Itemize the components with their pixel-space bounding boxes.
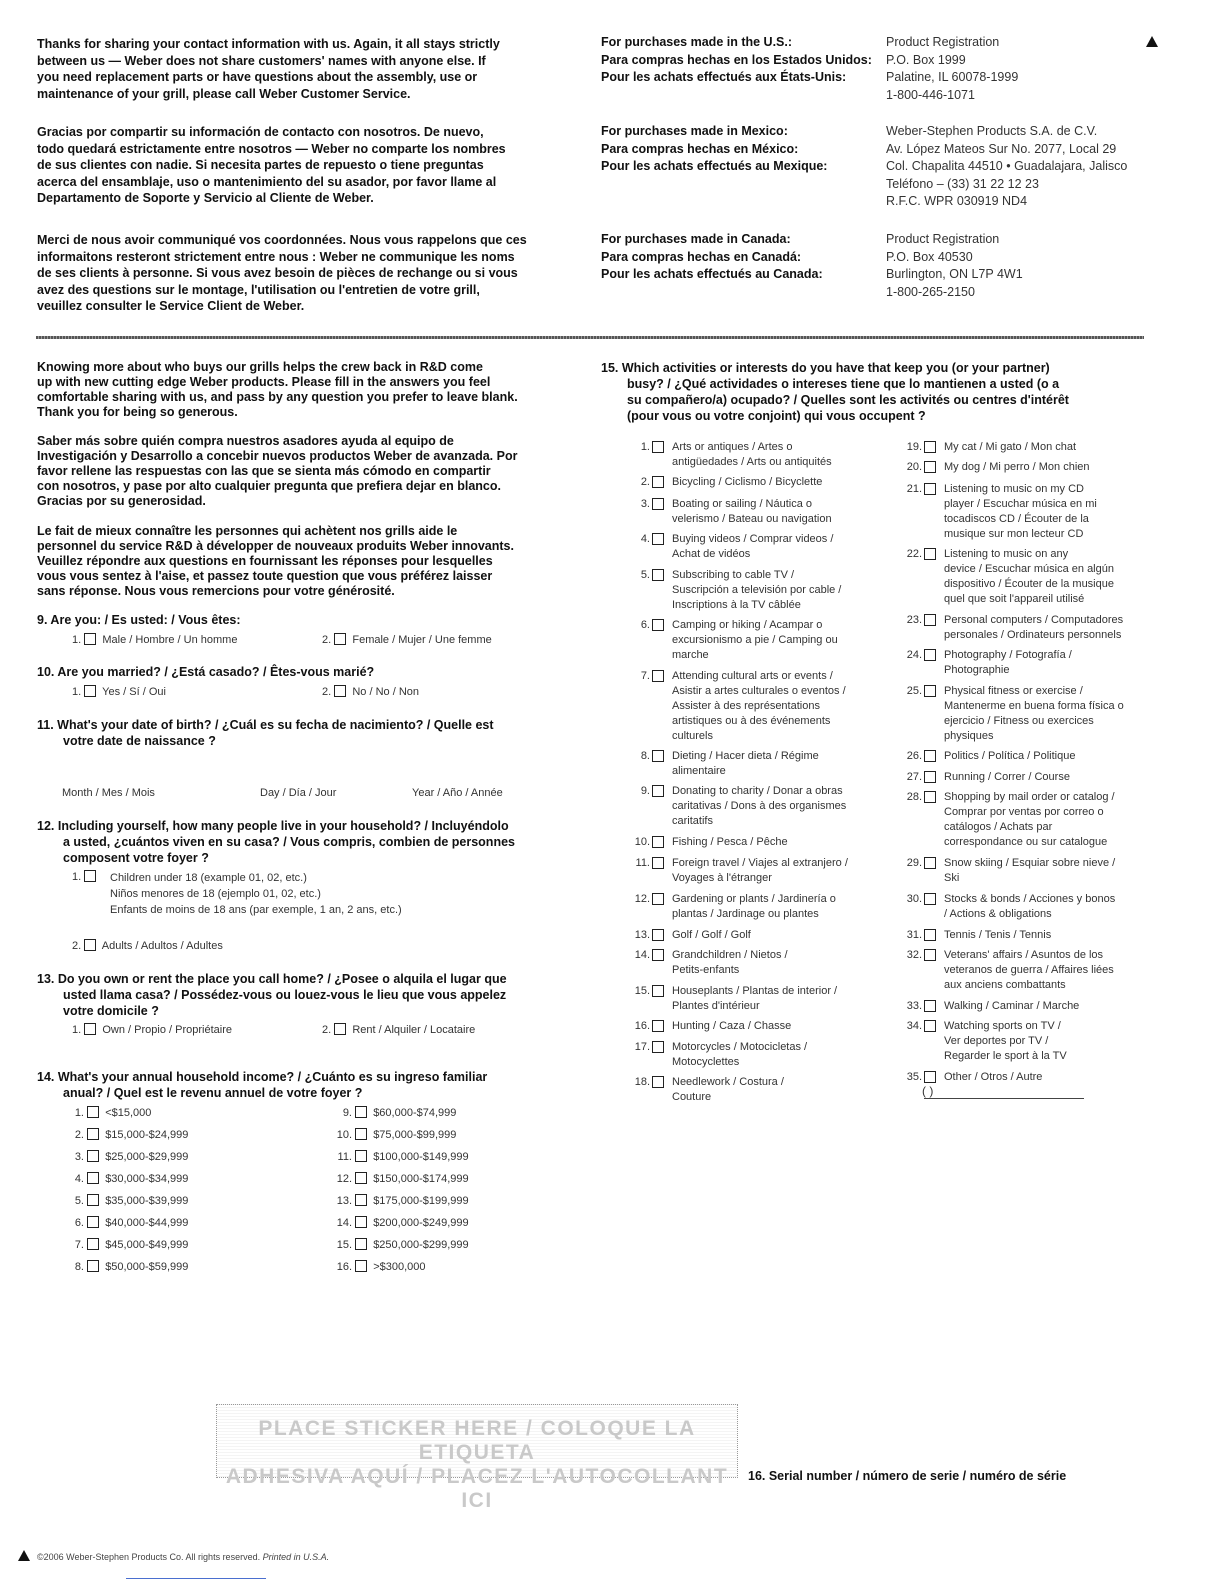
text-line: Para compras hechas en Canadá: — [601, 249, 802, 264]
checkbox[interactable] — [334, 1023, 346, 1035]
text-line: avez des questions sur le montage, l'utilisation ou l'entretien de votre grill, — [37, 282, 480, 297]
q14-label — [37, 1069, 487, 1101]
text-line: 12. Including yourself, how many people live in your household? / Incluyéndolo — [37, 819, 509, 833]
income-range: >$300,000 — [373, 1261, 426, 1273]
activity-label: Attending cultural arts or events / Asistir a artes culturales o eventos / Assister à des représentations artistiques ou à des événements culturels — [672, 670, 846, 742]
income-range: $40,000-$44,999 — [105, 1217, 189, 1229]
activity-label: Subscribing to cable TV / Suscripción a televisión por cable / Inscriptions à la TV câblée — [672, 569, 842, 611]
q10-label: 10. Are you married? / ¿Está casado? / Êtes-vous marié? — [37, 665, 375, 679]
checkbox[interactable] — [355, 1260, 367, 1272]
text-line: Children under 18 (example 01, 02, etc.) — [110, 872, 307, 884]
income-range: $100,000-$149,999 — [373, 1151, 469, 1163]
income-range: $45,000-$49,999 — [105, 1239, 189, 1251]
activity-label: Walking / Caminar / Marche — [944, 1000, 1080, 1012]
copyright: ©2006 Weber-Stephen Products Co. All rights reserved. Printed in U.S.A. — [37, 1552, 330, 1562]
text-line: Gracias por su generosidad. — [37, 494, 206, 508]
activity-label: Buying videos / Comprar videos / Achat de vidéos — [672, 533, 834, 560]
text-line: Burlington, ON L7P 4W1 — [886, 267, 1023, 281]
text-line: maintenance of your grill, please call Weber Customer Service. — [37, 86, 411, 101]
income-range: $60,000-$74,999 — [373, 1107, 457, 1119]
intro-french — [37, 232, 577, 315]
checkbox[interactable] — [924, 893, 936, 905]
checkbox[interactable] — [334, 633, 346, 645]
income-option[interactable]: 14. $200,000-$249,999 — [336, 1217, 469, 1229]
text-line: Niños menores de 18 (ejemplo 01, 02, etc.) — [110, 888, 321, 900]
income-range: $200,000-$249,999 — [373, 1217, 469, 1229]
text-line: Thank you for being so generous. — [37, 405, 238, 419]
text-line: P.O. Box 1999 — [886, 52, 966, 67]
footer-link-line — [126, 1578, 266, 1579]
checkbox[interactable] — [652, 949, 664, 961]
mx-address — [886, 123, 1127, 211]
activity-label: Grandchildren / Nietos / Petits-enfants — [672, 949, 788, 976]
activity-label: Motorcycles / Motocicletas / Motocyclettes — [672, 1041, 808, 1068]
triangle-up-icon — [18, 1550, 30, 1561]
text-line: Saber más sobre quién compra nuestros asadores ayuda al equipo de — [37, 434, 454, 448]
checkbox[interactable] — [87, 1260, 99, 1272]
text-line: usted llama casa? / Possédez-vous ou louez-vous le lieu que vous appelez — [63, 988, 507, 1002]
text-line: Palatine, IL 60078-1999 — [886, 70, 1019, 84]
text-line: 13. Do you own or rent the place you call home? / ¿Posee o alquila el lugar que — [37, 972, 507, 986]
checkbox[interactable] — [87, 1194, 99, 1206]
checkbox[interactable] — [652, 750, 664, 762]
checkbox[interactable] — [652, 441, 664, 453]
checkbox[interactable] — [924, 483, 936, 495]
text-line: Enfants de moins de 18 ans (par exemple, 1 an, 2 ans, etc.) — [110, 904, 402, 916]
income-option[interactable]: 3. $25,000-$29,999 — [74, 1151, 189, 1163]
text-line: 1-800-446-1071 — [886, 87, 975, 102]
us-labels — [601, 34, 872, 87]
activity-label: Gardening or plants / Jardinería o plantas / Jardinage ou plantes — [672, 893, 836, 920]
checkbox[interactable] — [652, 785, 664, 797]
income-range: $30,000-$34,999 — [105, 1173, 189, 1185]
income-range: $75,000-$99,999 — [373, 1129, 457, 1141]
ca-address — [886, 231, 1023, 301]
text-line: Av. López Mateos Sur No. 2077, Local 29 — [886, 141, 1117, 156]
income-option[interactable]: 5. $35,000-$39,999 — [74, 1195, 189, 1207]
income-option[interactable]: 7. $45,000-$49,999 — [74, 1239, 189, 1251]
text-line: todo quedará estrictamente entre nosotros — Weber no comparte los nombres — [37, 141, 506, 156]
activity-label: Shopping by mail order or catalog / Comprar por ventas por correo o catálogos / Achats par correspondance ou sur catalogue — [944, 791, 1115, 848]
checkbox[interactable] — [924, 929, 936, 941]
checkbox[interactable] — [84, 939, 96, 951]
activity-label: Running / Correr / Course — [944, 771, 1070, 783]
income-option[interactable]: 11. $100,000-$149,999 — [337, 1151, 469, 1163]
income-option[interactable]: 6. $40,000-$44,999 — [74, 1217, 189, 1229]
us-address — [886, 34, 1018, 104]
checkbox[interactable] — [355, 1194, 367, 1206]
checkbox[interactable] — [652, 1020, 664, 1032]
sticker-line-1: PLACE STICKER HERE / COLOQUE LA ETIQUETA — [258, 1417, 696, 1464]
text-line: comfortable sharing with us, and pass by any question you prefer to leave blank. — [37, 390, 518, 404]
ca-labels — [601, 231, 823, 284]
checkbox[interactable] — [652, 498, 664, 510]
income-option[interactable]: 9. $60,000-$74,999 — [342, 1107, 457, 1119]
text-line: R.F.C. WPR 030919 ND4 — [886, 194, 1028, 208]
text-line: veuillez consulter le Service Client de Weber. — [37, 299, 305, 313]
checkbox[interactable] — [924, 441, 936, 453]
checkbox[interactable] — [87, 1106, 99, 1118]
checkbox[interactable] — [84, 1023, 96, 1035]
activity-label: Arts or antiques / Artes o antigüedades / Arts ou antiquités — [672, 441, 832, 468]
q15-label — [601, 360, 1161, 424]
text-line: personnel du service R&D à développer de nouveaux produits Weber innovants. — [37, 539, 514, 553]
divider — [36, 336, 1144, 339]
income-option[interactable]: 12. $150,000-$174,999 — [336, 1173, 469, 1185]
text-line: you need replacement parts or have questions about the assembly, use or — [37, 70, 478, 84]
activity-label: Photography / Fotografía / Photographie — [944, 649, 1072, 676]
text-line: Merci de nous avoir communiqué vos coordonnées. Nous vous rappelons que ces — [37, 233, 527, 247]
text-line: Departamento de Soporte y Servicio al Cliente de Weber. — [37, 191, 374, 205]
sticker-area — [216, 1404, 738, 1512]
checkbox[interactable] — [355, 1150, 367, 1162]
text-line: favor rellene las respuestas con las que se sienta más cómodo en compartir — [37, 464, 491, 478]
checkbox[interactable] — [355, 1238, 367, 1250]
text-line: votre domicile ? — [63, 1004, 159, 1018]
text-line: Investigación y Desarrollo a concebir nuevos productos Weber de avanzada. Por — [37, 449, 518, 463]
checkbox[interactable] — [355, 1172, 367, 1184]
income-option[interactable]: 1. <$15,000 — [74, 1107, 152, 1119]
checkbox[interactable] — [652, 670, 664, 682]
checkbox[interactable] — [652, 1076, 664, 1088]
other-write-in[interactable] — [924, 1086, 1084, 1099]
dob-month[interactable]: Month / Mes / Mois — [62, 787, 155, 799]
intro-english — [37, 36, 577, 102]
income-option[interactable]: 13. $175,000-$199,999 — [336, 1195, 469, 1207]
activity-label: Camping or hiking / Acampar o excursionismo a pie / Camping ou marche — [672, 619, 838, 661]
text-line: acerca del ensamblaje, uso o mantenimiento del su asador, por favor llame al — [37, 174, 497, 189]
q13-option-own[interactable]: 1. Own / Propio / Propriétaire — [72, 1024, 232, 1036]
text-line: Pour les achats effectués au Canada: — [601, 267, 823, 281]
checkbox[interactable] — [87, 1150, 99, 1162]
activity-label: Dieting / Hacer dieta / Régime alimentaire — [672, 750, 819, 777]
q11-label-2: votre date de naissance ? — [63, 734, 216, 748]
activity-label: Hunting / Caza / Chasse — [672, 1020, 792, 1032]
income-option[interactable]: 4. $30,000-$34,999 — [74, 1173, 189, 1185]
checkbox[interactable] — [924, 1071, 936, 1083]
text-line: busy? / ¿Qué actividades o intereses tiene que lo mantienen a usted (o a — [627, 377, 1060, 391]
activity-label: Veterans' affairs / Asuntos de los veteranos de guerra / Affaires liées aux anciens combattants — [944, 949, 1114, 991]
dob-year[interactable]: Year / Año / Année — [412, 787, 503, 799]
checkbox[interactable] — [652, 533, 664, 545]
q13-option-rent[interactable]: 2. Rent / Alquiler / Locataire — [322, 1024, 476, 1036]
activity-label: Bicycling / Ciclismo / Bicyclette — [672, 476, 823, 488]
activity-label: Houseplants / Plantas de interior / Plantes d'intérieur — [672, 985, 838, 1012]
income-range: $50,000-$59,999 — [105, 1261, 189, 1273]
text-line: For purchases made in the U.S.: — [601, 35, 793, 49]
checkbox[interactable] — [652, 857, 664, 869]
q12-children-text — [110, 870, 402, 918]
activity-label: Physical fitness or exercise / Mantenerme en buena forma física o ejercicio / Fitness ou exercices physiques — [944, 685, 1124, 742]
checkbox[interactable] — [355, 1106, 367, 1118]
checkbox[interactable] — [652, 836, 664, 848]
text-line: su compañero/a) ocupado? / Quelles sont les activités ou centres d'intérêt — [627, 393, 1069, 407]
income-range: $250,000-$299,999 — [373, 1239, 469, 1251]
activity-label: Listening to music on my CD player / Escuchar música en mi tocadiscos CD / Écouter de la musique sur mon lecteur CD — [944, 483, 1097, 540]
text-line: con nosotros, y pase por alto cualquier pregunta que prefiera dejar en blanco. — [37, 479, 501, 493]
text-line: 14. What's your annual household income? / ¿Cuánto es su ingreso familiar — [37, 1070, 488, 1084]
text-line: de ses clients à personne. Si vous avez besoin de pièces de rechange ou si vous — [37, 266, 518, 280]
other-parentheses: ( ) — [922, 1084, 934, 1098]
checkbox[interactable] — [924, 1000, 936, 1012]
text-line: vous vous sentez à l'aise, et passez toute question que vous préférez laisser — [37, 569, 493, 583]
activity-label: Donating to charity / Donar a obras caritativas / Dons à des organismes caritatifs — [672, 785, 847, 827]
text-line: Teléfono – (33) 31 22 12 23 — [886, 176, 1039, 191]
income-option[interactable]: 10. $75,000-$99,999 — [336, 1129, 457, 1141]
survey-intro-english — [37, 360, 587, 420]
activity-label: Politics / Política / Politique — [944, 750, 1076, 762]
activity-label: Personal computers / Computadores personales / Ordinateurs personnels — [944, 614, 1124, 641]
text-line: Product Registration — [886, 232, 1000, 246]
text-line: anual? / Quel est le revenu annuel de votre foyer ? — [63, 1086, 363, 1100]
income-option[interactable]: 15. $250,000-$299,999 — [336, 1239, 469, 1251]
checkbox[interactable] — [652, 929, 664, 941]
text-line: For purchases made in Canada: — [601, 232, 791, 246]
q12-option-adults[interactable]: 2. Adults / Adultos / Adultes — [72, 940, 223, 952]
checkbox[interactable] — [652, 569, 664, 581]
q9-label: 9. Are you: / Es usted: / Vous êtes: — [37, 613, 241, 627]
q10-option-yes[interactable]: 1. Yes / Sí / Oui — [72, 686, 166, 698]
checkbox[interactable] — [924, 614, 936, 626]
text-line: composent votre foyer ? — [63, 851, 209, 865]
q10-option-no[interactable]: 2. No / No / Non — [322, 686, 419, 698]
checkbox[interactable] — [84, 633, 96, 645]
survey-intro-french — [37, 524, 587, 599]
activity-label: Watching sports on TV / Ver deportes por TV / Regarder le sport à la TV — [944, 1020, 1067, 1062]
income-option[interactable]: 2. $15,000-$24,999 — [74, 1129, 189, 1141]
checkbox[interactable] — [334, 685, 346, 697]
q16-serial-number: 16. Serial number / número de serie / numéro de série — [748, 1469, 1067, 1483]
q12-option-children[interactable]: 1. — [72, 870, 96, 884]
q9-option-male[interactable]: 1. Male / Hombre / Un homme — [72, 634, 238, 646]
checkbox[interactable] — [87, 1216, 99, 1228]
text-line: between us — Weber does not share customers' names with anyone else. If — [37, 53, 486, 68]
activity-label: Tennis / Tenis / Tennis — [944, 929, 1052, 941]
checkbox[interactable] — [652, 893, 664, 905]
checkbox[interactable] — [87, 1128, 99, 1140]
text-line: up with new cutting edge Weber products. Please fill in the answers you feel — [37, 375, 491, 389]
text-line: 1-800-265-2150 — [886, 284, 975, 299]
checkbox[interactable] — [924, 791, 936, 803]
text-line: For purchases made in Mexico: — [601, 124, 788, 138]
checkbox[interactable] — [924, 461, 936, 473]
checkbox[interactable] — [924, 771, 936, 783]
text-line: (pour vous ou votre conjoint) qui vous occupent ? — [627, 409, 926, 423]
checkbox[interactable] — [84, 870, 96, 882]
survey-intro-spanish — [37, 434, 587, 509]
text-line: sans réponse. Nous vous remercions pour votre générosité. — [37, 584, 395, 598]
q9-option-female[interactable]: 2. Female / Mujer / Une femme — [322, 634, 492, 646]
text-line: Pour les achats effectués aux États-Unis: — [601, 70, 847, 84]
text-line: Knowing more about who buys our grills helps the crew back in R&D come — [37, 360, 483, 374]
text-line: Le fait de mieux connaître les personnes qui achètent nos grills aide le — [37, 524, 458, 538]
checkbox[interactable] — [355, 1128, 367, 1140]
activity-label: My dog / Mi perro / Mon chien — [944, 461, 1090, 473]
dob-day[interactable]: Day / Día / Jour — [260, 787, 337, 799]
checkbox[interactable] — [652, 476, 664, 488]
income-range: <$15,000 — [105, 1107, 152, 1119]
income-range: $150,000-$174,999 — [373, 1173, 469, 1185]
text-line: Para compras hechas en México: — [601, 141, 799, 156]
checkbox[interactable] — [87, 1172, 99, 1184]
checkbox[interactable] — [924, 649, 936, 661]
q13-label — [37, 971, 507, 1019]
text-line: Weber-Stephen Products S.A. de C.V. — [886, 124, 1098, 138]
mx-labels — [601, 123, 827, 176]
text-line: de sus clientes con nadie. Si necesita partes de repuesto o tiene preguntas — [37, 158, 484, 172]
activity-label: Listening to music on any device / Escuchar música en algún dispositivo / Écouter de la musique quel que soit l'appareil utilisé — [944, 548, 1114, 605]
income-range: $25,000-$29,999 — [105, 1151, 189, 1163]
income-option[interactable]: 16. >$300,000 — [336, 1261, 426, 1273]
activity-label: Golf / Golf / Golf — [672, 929, 751, 941]
text-line: P.O. Box 40530 — [886, 249, 973, 264]
intro-spanish — [37, 124, 577, 207]
checkbox[interactable] — [924, 1020, 936, 1032]
text-line: Col. Chapalita 44510 • Guadalajara, Jalisco — [886, 159, 1128, 173]
activity-label: Other / Otros / Autre — [944, 1071, 1043, 1083]
checkbox[interactable] — [652, 619, 664, 631]
text-line: informaitons resteront strictement entre nous : Weber ne communique les noms — [37, 249, 515, 264]
income-range: $15,000-$24,999 — [105, 1129, 189, 1141]
activity-label: Foreign travel / Viajes al extranjero / Voyages à l'étranger — [672, 857, 848, 884]
checkbox[interactable] — [652, 1041, 664, 1053]
q12-label — [37, 818, 515, 866]
checkbox[interactable] — [924, 750, 936, 762]
checkbox[interactable] — [87, 1238, 99, 1250]
text-line: Para compras hechas en los Estados Unidos: — [601, 52, 872, 67]
checkbox[interactable] — [652, 985, 664, 997]
text-line: Pour les achats effectués au Mexique: — [601, 159, 828, 173]
checkbox[interactable] — [355, 1216, 367, 1228]
q11-label: 11. What's your date of birth? / ¿Cuál es su fecha de nacimiento? / Quelle est — [37, 718, 494, 732]
text-line: Product Registration — [886, 35, 1000, 49]
activity-label: Fishing / Pesca / Pêche — [672, 836, 788, 848]
sticker-line-2: ADHESIVA AQUÍ / PLACEZ L'AUTOCOLLANT ICI — [225, 1465, 729, 1512]
income-option[interactable]: 8. $50,000-$59,999 — [74, 1261, 189, 1273]
income-range: $35,000-$39,999 — [105, 1195, 189, 1207]
checkbox[interactable] — [84, 685, 96, 697]
text-line: a usted, ¿cuántos viven en su casa? / Vous compris, combien de personnes — [63, 835, 515, 849]
checkbox[interactable] — [924, 685, 936, 697]
checkbox[interactable] — [924, 548, 936, 560]
activity-label: Stocks & bonds / Acciones y bonos / Actions & obligations — [944, 893, 1116, 920]
activity-label: Needlework / Costura / Couture — [672, 1076, 784, 1103]
activity-label: Boating or sailing / Náutica o velerismo / Bateau ou navigation — [672, 498, 832, 525]
activity-label: Snow skiing / Esquiar sobre nieve / Ski — [944, 857, 1116, 884]
income-range: $175,000-$199,999 — [373, 1195, 469, 1207]
activity-label: My cat / Mi gato / Mon chat — [944, 441, 1077, 453]
text-line: Veuillez répondre aux questions en fournissant les réponses pour lesquelles — [37, 554, 493, 568]
text-line: 15. Which activities or interests do you have that keep you (or your partner) — [601, 361, 1050, 375]
text-line: Thanks for sharing your contact information with us. Again, it all stays strictly — [37, 37, 500, 51]
checkbox[interactable] — [924, 949, 936, 961]
triangle-up-icon — [1146, 36, 1158, 47]
text-line: Gracias por compartir su información de contacto con nosotros. De nuevo, — [37, 125, 484, 139]
checkbox[interactable] — [924, 857, 936, 869]
